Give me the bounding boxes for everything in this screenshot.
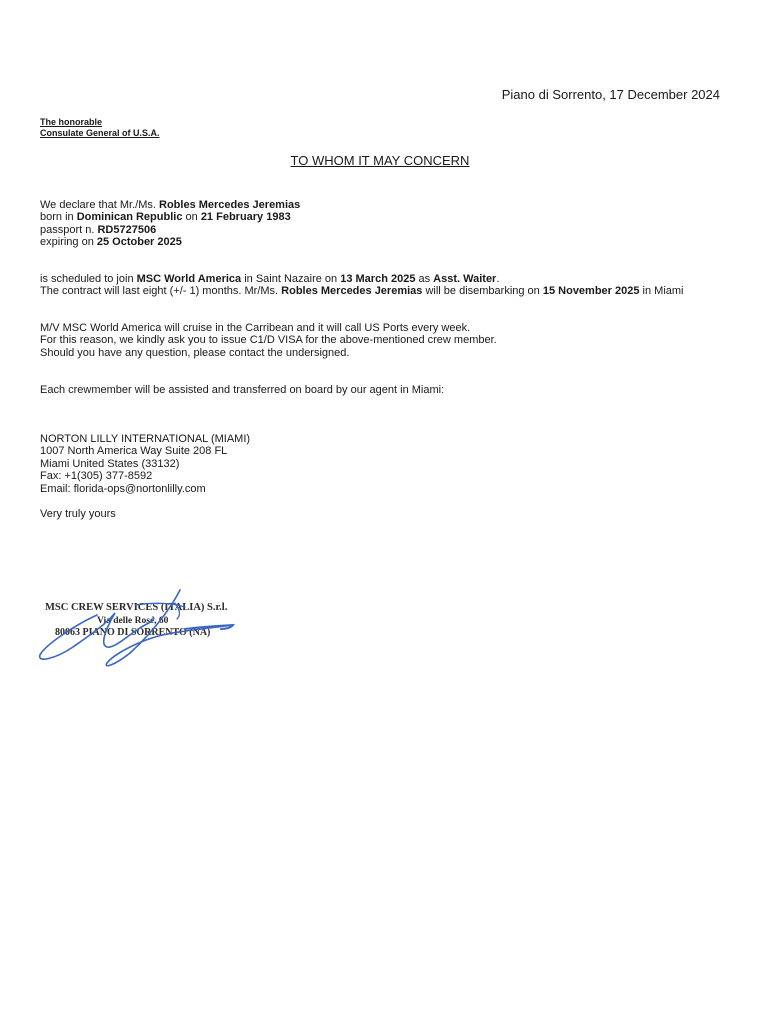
declaration-paragraph xyxy=(40,199,300,249)
text-segment: passport n. xyxy=(40,223,98,236)
text-segment: will be disembarking on xyxy=(422,285,543,298)
text-segment: born in xyxy=(40,211,77,224)
agent-name: NORTON LILLY INTERNATIONAL (MIAMI) xyxy=(40,433,251,445)
stamp-line-3: 80063 PIANO DI SORRENTO (NA) xyxy=(55,627,211,638)
letter-date: Piano di Sorrento, 17 December 2024 xyxy=(501,87,720,102)
closing-paragraph xyxy=(40,508,116,520)
addressee xyxy=(40,117,160,139)
declaration-line-name xyxy=(40,199,300,211)
stamp-line-2: Via delle Rose, 60 xyxy=(97,616,169,626)
agent-fax: Fax: +1(305) 377-8592 xyxy=(40,470,153,483)
cruise-line-2: For this reason, we kindly ask you to issue C1/D VISA for the above-mentioned crew member. xyxy=(40,334,497,347)
text-segment: expiring on xyxy=(40,236,97,249)
agent-address-line-1: 1007 North America Way Suite 208 FL xyxy=(40,445,228,458)
letter-subject: TO WHOM IT MAY CONCERN xyxy=(290,153,470,168)
agent-address-block xyxy=(40,433,250,495)
contract-paragraph xyxy=(40,273,684,298)
join-date: 13 March 2025 xyxy=(340,273,416,285)
declaration-line-passport xyxy=(40,224,300,236)
disembark-date: 15 November 2025 xyxy=(542,285,640,298)
handwritten-signature xyxy=(35,585,240,675)
cruise-paragraph xyxy=(40,322,497,359)
contract-line-join xyxy=(40,273,684,285)
agent-email: Email: florida-ops@nortonlilly.com xyxy=(40,482,206,495)
text-segment: is scheduled to join xyxy=(40,273,137,285)
passport-expiry: 25 October 2025 xyxy=(96,236,182,249)
text-segment: in Saint Nazaire on xyxy=(241,273,341,285)
birth-place: Dominican Republic xyxy=(76,211,183,224)
agent-address-line-2: Miami United States (33132) xyxy=(40,457,180,470)
text-segment: We declare that Mr./Ms. xyxy=(40,199,160,211)
birth-date: 21 February 1983 xyxy=(200,211,291,224)
crew-position: Asst. Waiter xyxy=(433,273,497,285)
addressee-line-2: Consulate General of U.S.A. xyxy=(40,128,160,138)
text-segment: . xyxy=(496,273,500,285)
declaration-line-birth xyxy=(40,211,300,223)
ship-name: MSC World America xyxy=(136,273,242,285)
contract-line-duration xyxy=(40,285,684,297)
assist-paragraph xyxy=(40,384,444,396)
crew-name: Robles Mercedes Jeremias xyxy=(159,199,301,211)
addressee-line-1: The honorable xyxy=(40,117,103,127)
cruise-line-3: Should you have any question, please contact the undersigned. xyxy=(40,346,350,359)
text-segment: on xyxy=(182,211,201,224)
declaration-line-expiry xyxy=(40,236,300,248)
company-stamp-signature xyxy=(35,585,240,675)
assist-line: Each crewmember will be assisted and transferred on board by our agent in Miami: xyxy=(40,384,445,396)
closing-line: Very truly yours xyxy=(40,508,116,520)
cruise-line-1: M/V MSC World America will cruise in the Carribean and it will call US Ports every week. xyxy=(40,322,471,334)
text-segment: in Miami xyxy=(639,285,684,298)
passport-number: RD5727506 xyxy=(97,223,157,236)
crew-name: Robles Mercedes Jeremias xyxy=(281,285,423,298)
text-segment: as xyxy=(415,273,434,285)
text-segment: The contract will last eight (+/- 1) months. Mr/Ms. xyxy=(40,285,282,298)
stamp-line-1: MSC CREW SERVICES (ITALIA) S.r.l. xyxy=(45,602,228,613)
